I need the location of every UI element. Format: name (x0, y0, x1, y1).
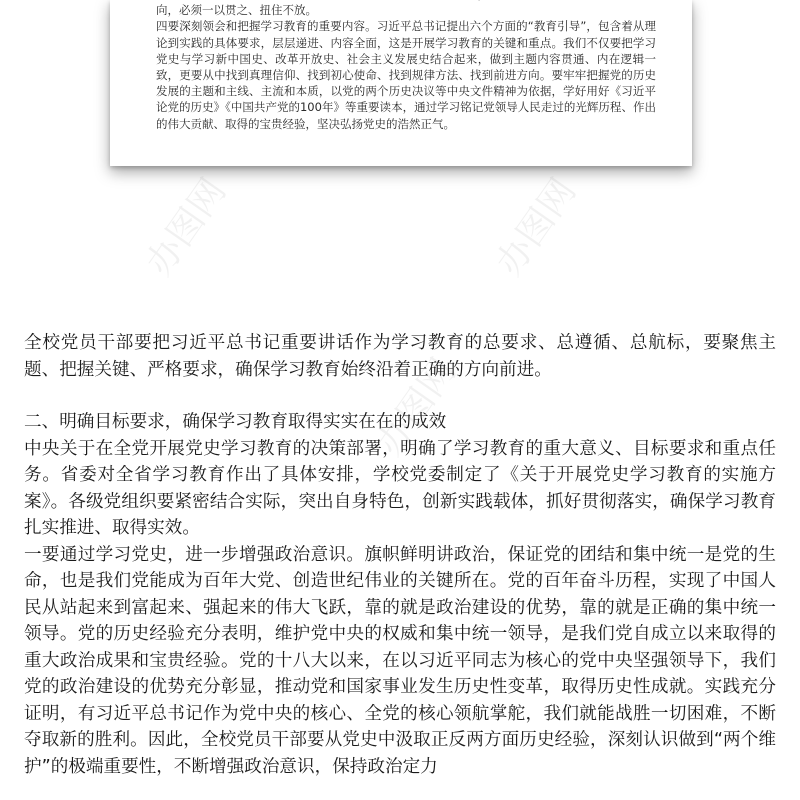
body-paragraph-2: 一要通过学习党史，进一步增强政治意识。旗帜鲜明讲政治，保证党的团结和集中统一是党的生命，也是我们党能成为百年大党、创造世纪伟业的关键所在。党的百年奋斗历程，实现了中国人民从站起来到富起来、强起来的伟大飞跃，靠的就是政治建设的优势，靠的就是正确的集中统一领导。党的历史经验充分表明，维护党中央的权威和集中统一领导，是我们党自成立以来取得的重大政治成果和宝贵经验。党的十八大以来，在以习近平同志为核心的党中央坚强领导下，我们党的政治建设的优势充分彰显，推动党和国家事业发生历史性变革，取得历史性成就。实践充分证明，有习近平总书记作为党中央的核心、全党的核心领航掌舵，我们就能战胜一切困难，不断夺取新的胜利。因此，全校党员干部要从党史中汲取正反两方面历史经验，深刻认识做到“两个维护”的极端重要性，不断增强政治意识，保持政治定力 (24, 544, 776, 777)
card-text (156, 0, 656, 132)
article-body (24, 330, 776, 780)
section-heading: 二、明确目标要求，确保学习教育取得实实在在的成效 (24, 412, 447, 432)
document-preview-card (110, 0, 692, 166)
watermark: 办图网 (368, 351, 465, 464)
intro-paragraph: 全校党员干部要把习近平总书记重要讲话作为学习教育的总要求、总遵循、总航标，要聚焦主题、把握关键、严格要求，确保学习教育始终沿着正确的方向前进。 (24, 333, 776, 380)
watermark: 办图网 (488, 171, 585, 284)
card-paragraph-1: 向，必须一以贯之、扭住不放。 (156, 3, 317, 18)
card-paragraph-2: 四要深刻领会和把握学习教育的重要内容。习近平总书记提出六个方面的“教育引导”，包含着从理论到实践的具体要求，层层递进、内容全面，这是开展学习教育的关键和重点。我们不仅要把学习党史与学习新中国史、改革开放史、社会主义发展史结合起来，做到主题内容贯通、内在逻辑一致，更要从中找到真理信仰、找到初心使命、找到规律方法、找到前进方向。要牢牢把握党的历史发展的主题和主线、主流和本质，以党的两个历史决议等中央文件精神为依据，学好用好《习近平论党的历史》《中国共产党的100年》等重要读本，通过学习铭记党领导人民走过的光辉历程、作出的伟大贡献、取得的宝贵经验，坚决弘扬党史的浩然正气。 (156, 19, 656, 131)
body-paragraph-1: 中央关于在全党开展党史学习教育的决策部署，明确了学习教育的重大意义、目标要求和重点任务。省委对全省学习教育作出了具体安排，学校党委制定了《关于开展党史学习教育的实施方案》。各级党组织要紧密结合实际，突出自身特色，创新实践载体，抓好贯彻落实，确保学习教育扎实推进、取得实效。 (24, 438, 776, 538)
watermark: 办图网 (138, 171, 235, 284)
